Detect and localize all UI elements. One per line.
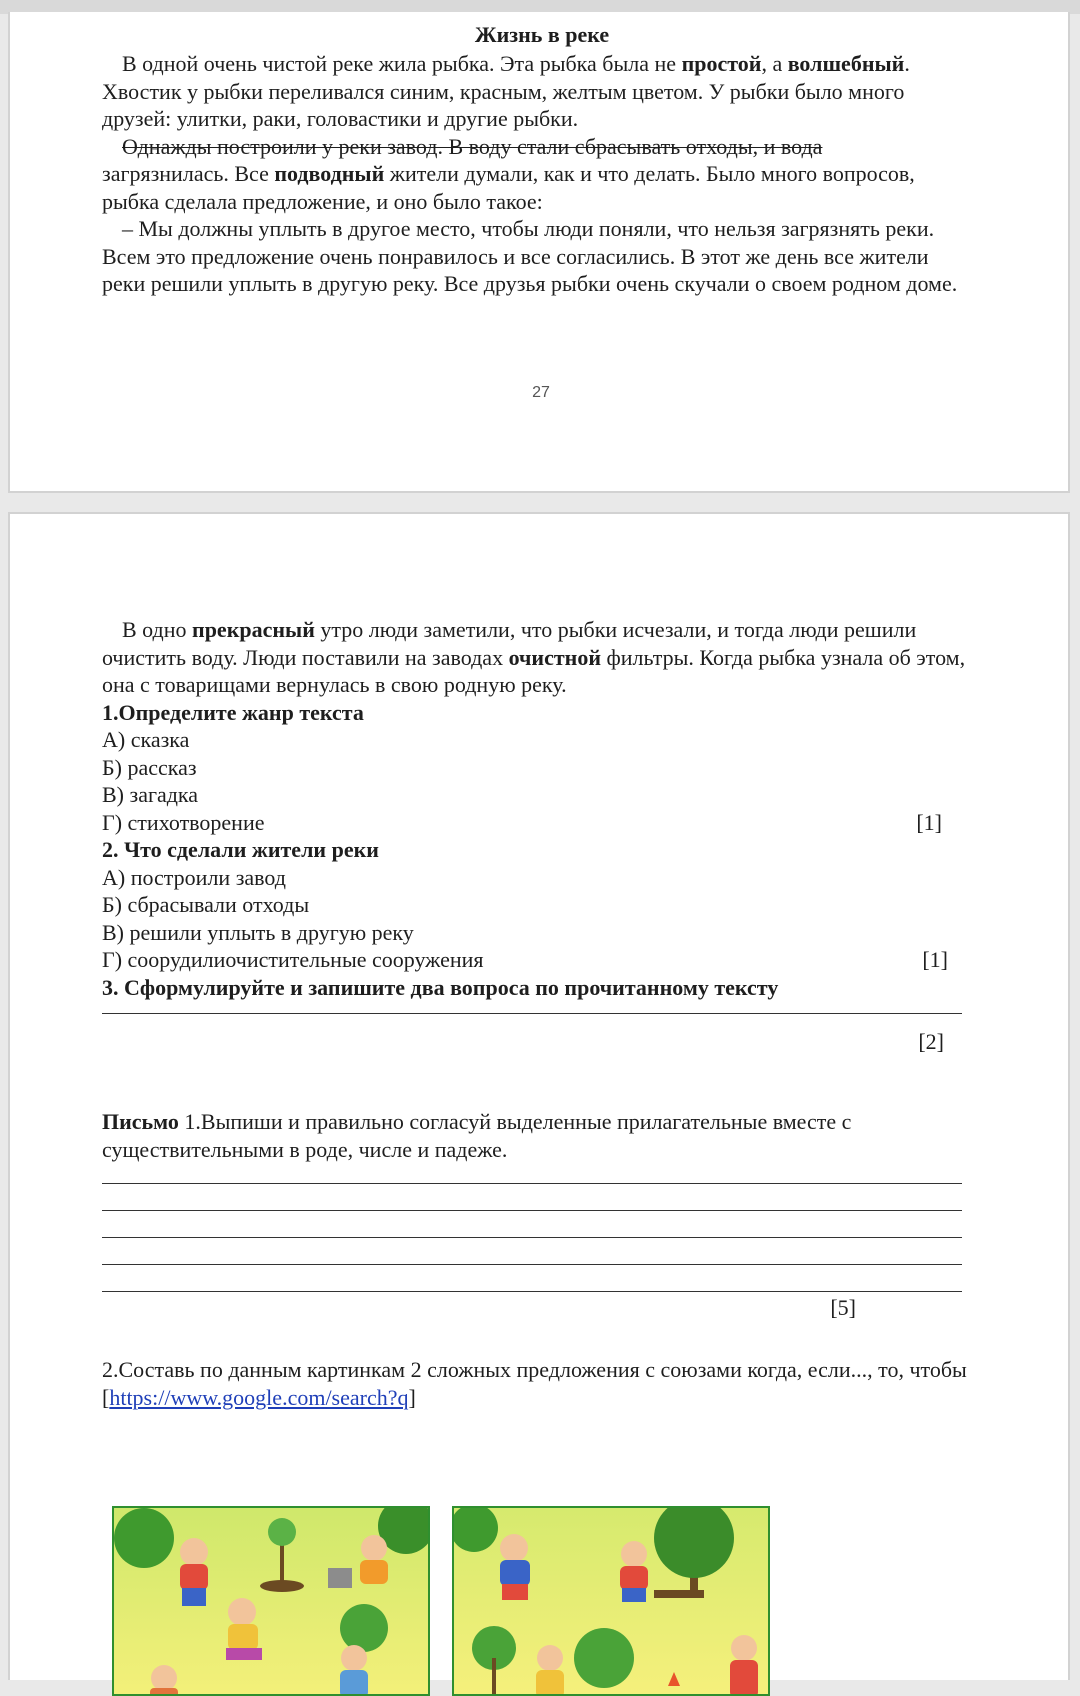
text-run: В одной очень чистой реке жила рыбка. Эта рыбка была не <box>122 51 682 76</box>
q1-option-d <box>102 809 972 837</box>
page2-content <box>102 616 972 1411</box>
question-3-title: 3. Сформулируйте и запишите два вопроса по прочитанному тексту <box>102 974 779 1000</box>
paragraph-3: – Мы должны уплыть в другое место, чтобы люди поняли, что нельзя загрязнять реки. <box>122 216 935 241</box>
letter-score: [5] <box>830 1295 856 1320</box>
q1-option-b: Б) рассказ <box>102 754 197 780</box>
q2-score: [1] <box>922 947 948 972</box>
q2-option-d <box>102 946 972 974</box>
paragraph-2 <box>102 133 972 216</box>
highlighted-adjective: волшебный <box>787 51 905 76</box>
highlighted-adjective: подводный <box>274 161 385 186</box>
q1-option-c: В) загадка <box>102 782 199 807</box>
q2-option-a: А) построили завод <box>102 864 286 890</box>
planting-scene-image <box>114 1508 430 1696</box>
answer-line <box>102 1291 962 1292</box>
document-page-27 <box>8 12 1070 493</box>
text-run: фильтры. Когда рыбка узнала об этом, она с товарищами вернулась в свою родную реку. <box>102 644 966 697</box>
text-run: . Хвостик у рыбки переливался синим, красным, желтым цветом. У рыбки было много друзей: улитки, раки, головастики и другие рыбки. <box>102 51 910 131</box>
bracket: ] <box>408 1384 416 1410</box>
trees-scene-image <box>454 1508 770 1696</box>
text-run: В одно <box>122 617 193 642</box>
document-page-28 <box>8 512 1070 1680</box>
paragraph-1 <box>102 50 972 133</box>
q3-score-row <box>102 1028 972 1068</box>
answer-line <box>102 1183 962 1184</box>
story-title: Жизнь в реке <box>474 22 610 47</box>
q2-option-b: Б) сбрасывали отходы <box>102 892 310 917</box>
answer-line <box>102 1013 962 1014</box>
story-text-part1 <box>102 50 972 298</box>
highlighted-adjective: очистной <box>508 644 602 670</box>
question-1-title: 1.Определите жанр текста <box>102 699 364 725</box>
source-link-row <box>102 1384 972 1412</box>
bracket: [ <box>102 1384 110 1410</box>
illustrations <box>112 1506 772 1680</box>
text-run: , а <box>761 51 788 76</box>
paragraph-4: Всем это предложение очень понравилось и все согласились. В этот же день все жители реки решили уплыть в другую реку. Все друзья рыбки очень скучали о своем родном доме. <box>102 243 958 296</box>
text-run: утро люди заметили, что рыбки исчезали, и тогда люди решили очистить воду. Люди поставили на заводах <box>102 617 917 670</box>
letter-task-1 <box>102 1108 972 1163</box>
question-2-title: 2. Что сделали жители реки <box>102 837 379 862</box>
illustration-children-planting <box>112 1506 430 1696</box>
highlighted-adjective: прекрасный <box>192 617 315 642</box>
option-text: Г) стихотворение <box>102 809 265 835</box>
answer-line <box>102 1237 962 1238</box>
letter-label: Письмо <box>102 1109 179 1134</box>
page-number: 27 <box>532 384 550 401</box>
letter-score-row <box>102 1294 972 1324</box>
q2-option-c: В) решили уплыть в другую реку <box>102 919 414 945</box>
q1-score: [1] <box>916 809 942 835</box>
source-link[interactable]: https://www.google.com/search?q <box>109 1384 409 1410</box>
text-run: загрязнилась. Все <box>102 161 275 186</box>
illustration-children-trees <box>452 1506 770 1696</box>
q3-score: [2] <box>918 1029 944 1054</box>
letter-task-2: 2.Составь по данным картинкам 2 сложных предложения с союзами когда, если..., то, чтобы <box>102 1357 967 1382</box>
q1-option-a: А) сказка <box>102 727 190 752</box>
task-text: 1.Выпиши и правильно согласуй выделенные прилагательные вместе с существительными в роде, числе и падеже. <box>102 1109 852 1162</box>
option-text: Г) соорудилиочистительные сооружения <box>102 947 484 972</box>
answer-line <box>102 1210 962 1211</box>
answer-line <box>102 1264 962 1265</box>
highlighted-adjective: простой <box>681 51 762 76</box>
paragraph-5 <box>102 616 972 699</box>
text-run: жители думали, как и что делать. Было много вопросов, рыбка сделала предложение, и оно было такое: <box>102 161 915 214</box>
struck-text: Однажды построили у реки завод. В воду стали сбрасывать отходы, и вода <box>122 133 823 159</box>
